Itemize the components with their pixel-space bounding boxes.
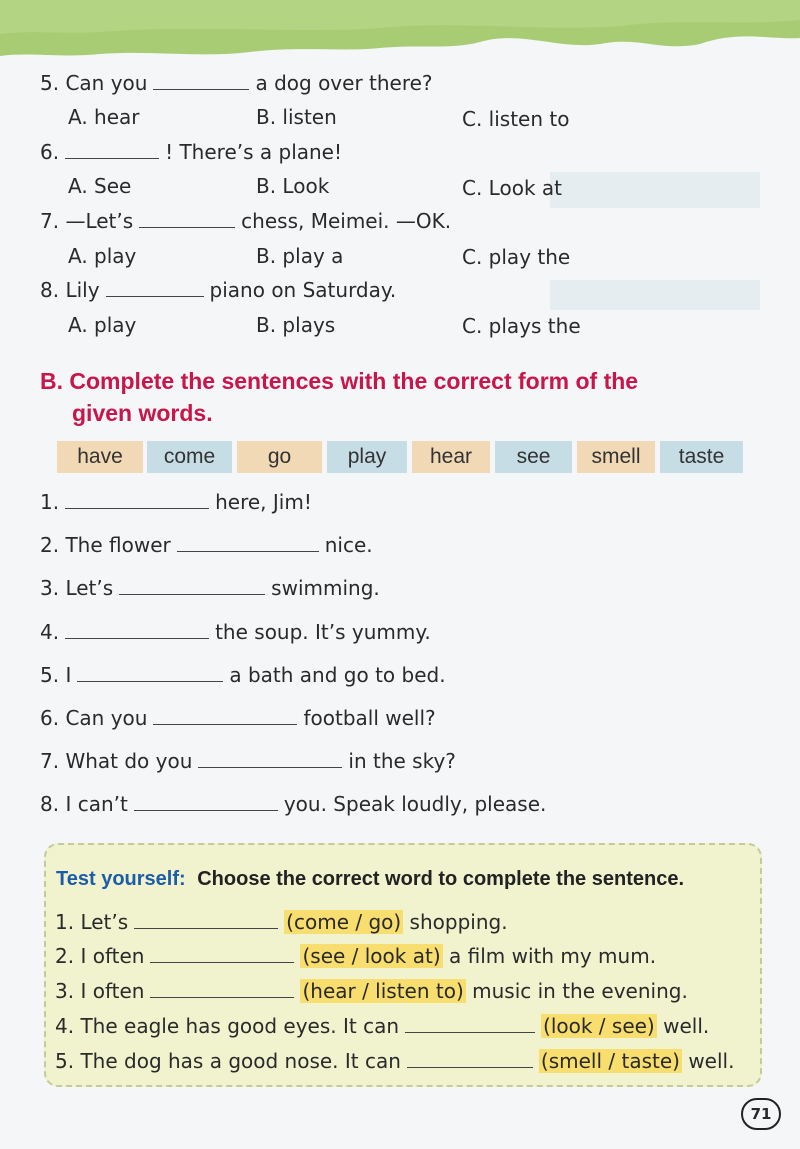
question-number: 5.: [40, 663, 60, 687]
question-text-before: Let’s: [80, 910, 129, 934]
question-number: 4.: [40, 620, 60, 644]
test-yourself-label: Test yourself:: [56, 868, 186, 890]
answer-blank[interactable]: [407, 1066, 533, 1068]
question-number: 2.: [40, 533, 60, 557]
question-text-after: here, Jim!: [215, 490, 312, 514]
question-text-before: The flower: [65, 533, 171, 557]
question-text-after: a bath and go to bed.: [229, 663, 446, 687]
question-number: 5.: [40, 71, 60, 95]
question-number: 6.: [40, 706, 60, 730]
test-item-3: [55, 979, 688, 1003]
question-text-after: in the sky?: [348, 749, 456, 773]
question-a7: [40, 209, 451, 233]
answer-blank[interactable]: [153, 88, 249, 90]
question-text-after: a dog over there?: [255, 71, 433, 95]
word-choice[interactable]: (smell / taste): [540, 1049, 680, 1073]
question-b8: [40, 792, 546, 816]
question-number: 4.: [55, 1014, 75, 1038]
question-text-before: Can you: [65, 706, 148, 730]
question-text-after: football well?: [303, 706, 436, 730]
question-b7: [40, 749, 456, 773]
test-item-2: [55, 944, 656, 968]
question-a8: [40, 278, 396, 302]
green-hill-banner: [0, 0, 800, 70]
question-number: 8.: [40, 792, 60, 816]
question-number: 1.: [40, 490, 60, 514]
test-item-5: [55, 1049, 734, 1073]
option-b[interactable]: B. plays: [256, 313, 336, 337]
question-text-before: Lily: [65, 278, 100, 302]
question-text-before: I: [65, 663, 72, 687]
question-text-after: chess, Meimei. —OK.: [241, 209, 452, 233]
question-text-after: you. Speak loudly, please.: [283, 792, 547, 816]
test-item-1: [55, 910, 508, 934]
question-a5: [40, 71, 433, 95]
question-text-after: ! There’s a plane!: [165, 140, 343, 164]
option-b[interactable]: B. Look: [256, 174, 330, 198]
option-c[interactable]: C. listen to: [462, 107, 570, 131]
answer-blank[interactable]: [65, 507, 209, 509]
word-chip-play: play: [327, 441, 407, 473]
word-chip-go: go: [237, 441, 322, 473]
question-b5: [40, 663, 446, 687]
answer-blank[interactable]: [106, 295, 204, 297]
answer-blank[interactable]: [139, 226, 235, 228]
answer-blank[interactable]: [65, 157, 159, 159]
option-c[interactable]: C. play the: [462, 245, 571, 269]
question-number: 8.: [40, 278, 60, 302]
question-text-before: The eagle has good eyes. It can: [80, 1014, 400, 1038]
answer-blank[interactable]: [134, 809, 278, 811]
answer-blank[interactable]: [150, 996, 294, 998]
test-yourself-heading: [56, 868, 684, 891]
option-b[interactable]: B. play a: [256, 244, 344, 268]
word-chip-smell: smell: [577, 441, 655, 473]
question-number: 6.: [40, 140, 60, 164]
word-chip-hear: hear: [412, 441, 490, 473]
question-b1: [40, 490, 312, 514]
question-number: 5.: [55, 1049, 75, 1073]
question-number: 7.: [40, 749, 60, 773]
question-text-before: Let’s: [65, 576, 114, 600]
question-number: 7.: [40, 209, 60, 233]
word-chip-have: have: [57, 441, 143, 473]
answer-blank[interactable]: [65, 637, 209, 639]
answer-blank[interactable]: [134, 927, 278, 929]
question-text-before: What do you: [65, 749, 193, 773]
question-text-before: I can’t: [65, 792, 128, 816]
question-text-before: Can you: [65, 71, 148, 95]
test-yourself-instruction: Choose the correct word to complete the sentence.: [197, 868, 685, 890]
option-a[interactable]: A. See: [68, 174, 132, 198]
question-b6: [40, 706, 436, 730]
question-text-after: piano on Saturday.: [209, 278, 397, 302]
answer-blank[interactable]: [77, 680, 223, 682]
answer-blank[interactable]: [198, 766, 342, 768]
question-text-before: The dog has a good nose. It can: [80, 1049, 401, 1073]
option-c[interactable]: C. plays the: [462, 314, 581, 338]
question-text-after: music in the evening.: [472, 979, 688, 1003]
question-number: 2.: [55, 944, 75, 968]
question-b2: [40, 533, 373, 557]
question-text-after: the soup. It’s yummy.: [215, 620, 431, 644]
question-text-after: swimming.: [271, 576, 380, 600]
option-a[interactable]: A. play: [68, 244, 137, 268]
question-text-after: nice.: [324, 533, 373, 557]
background-stripe: [550, 280, 760, 310]
question-text-after: shopping.: [409, 910, 508, 934]
option-b[interactable]: B. listen: [256, 105, 337, 129]
page-number: 71: [741, 1098, 781, 1130]
question-number: 3.: [55, 979, 75, 1003]
option-a[interactable]: A. play: [68, 313, 137, 337]
test-item-4: [55, 1014, 709, 1038]
question-b4: [40, 620, 431, 644]
section-b-title-line1: B. Complete the sentences with the correct form of the: [40, 368, 639, 394]
question-text-after: a film with my mum.: [448, 944, 657, 968]
answer-blank[interactable]: [119, 593, 265, 595]
question-a6: [40, 140, 342, 164]
question-number: 1.: [55, 910, 75, 934]
answer-blank[interactable]: [153, 723, 297, 725]
question-number: 3.: [40, 576, 60, 600]
option-c[interactable]: C. Look at: [462, 176, 562, 200]
question-text-before: —Let’s: [65, 209, 134, 233]
option-a[interactable]: A. hear: [68, 105, 140, 129]
question-b3: [40, 576, 380, 600]
word-chip-taste: taste: [660, 441, 743, 473]
question-text-before: I often: [80, 979, 145, 1003]
background-stripe: [550, 172, 760, 208]
answer-blank[interactable]: [405, 1031, 535, 1033]
section-b-title-line2: given words.: [72, 400, 213, 426]
word-chip-see: see: [495, 441, 572, 473]
word-choice[interactable]: (hear / listen to): [302, 979, 464, 1003]
word-choice[interactable]: (look / see): [543, 1014, 655, 1038]
answer-blank[interactable]: [177, 550, 319, 552]
word-choice[interactable]: (see / look at): [302, 944, 441, 968]
question-text-after: well.: [688, 1049, 735, 1073]
question-text-after: well.: [663, 1014, 710, 1038]
question-text-before: I often: [80, 944, 145, 968]
answer-blank[interactable]: [150, 961, 294, 963]
word-chip-come: come: [147, 441, 232, 473]
word-choice[interactable]: (come / go): [286, 910, 402, 934]
